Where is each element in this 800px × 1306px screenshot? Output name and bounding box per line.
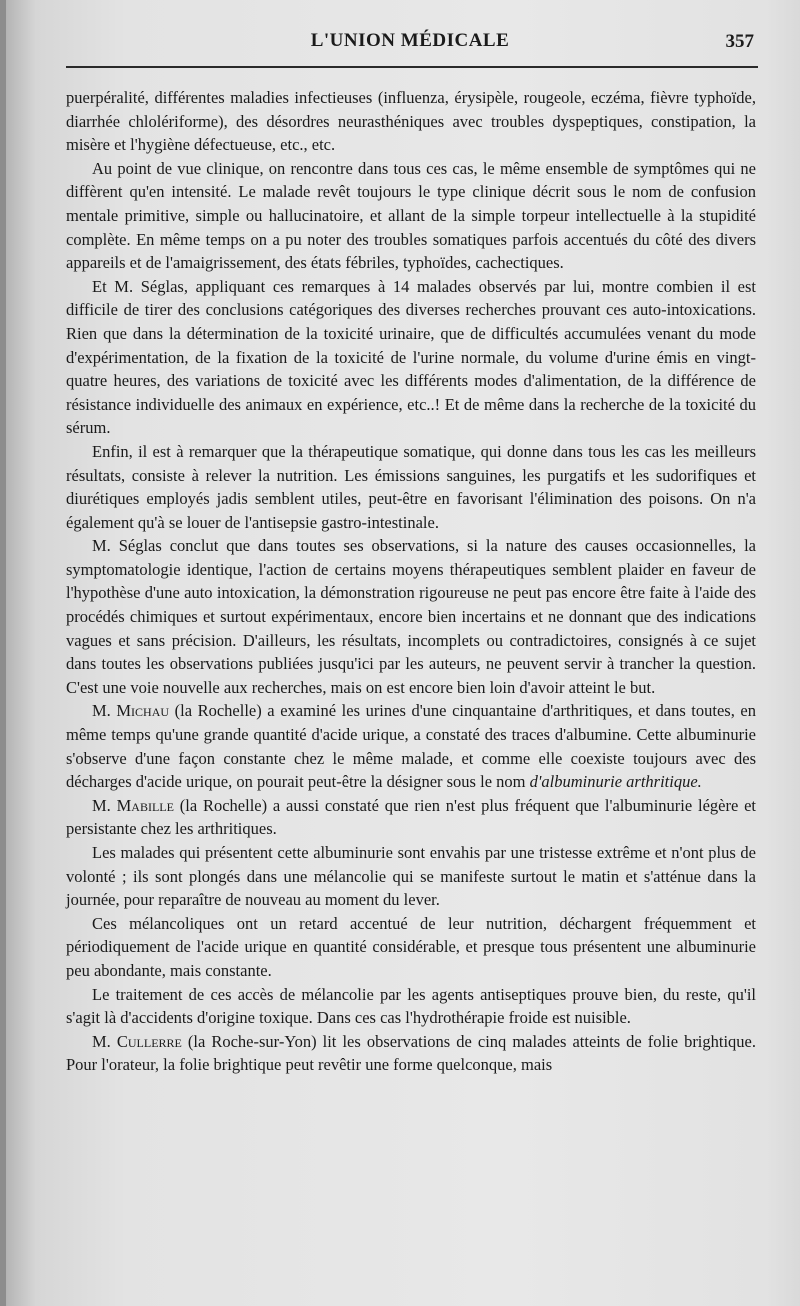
italic-term: d'albuminurie arthritique. <box>529 772 702 792</box>
author-name: Michau <box>116 701 170 721</box>
paragraph: puerpéralité, différentes maladies infectieuses (influenza, érysipèle, rougeole, eczéma, fièvre typhoïde, diarrhée chlolériforme), des désordres neurasthéniques avec troubles dyspeptiques, constipation, la misère et l'hygiène défectueuse, etc., etc. <box>66 88 756 155</box>
paragraph-lead: M. <box>92 1031 117 1051</box>
paragraph-text: (la Rochelle) a examiné les urines d'une cinquantaine d'arthritiques, et dans toutes, en même temps qu'une grande quantité d'acide urique, a constaté des traces d'albumine. Cette albuminurie s'observe d'une façon constante chez le même malade, et comme elle coexiste toujours avec des décharges d'acide urique, on pourait peut-être la désigner sous le nom <box>66 701 756 792</box>
article-body <box>66 86 756 1077</box>
author-name: Mabille <box>116 795 174 815</box>
paragraph: Au point de vue clinique, on rencontre dans tous ces cas, le même ensemble de symptômes qui ne diffèrent qu'en intensité. Le malade revêt toujours le type clinique décrit sous le nom de confusion mentale primitive, simple ou hallucinatoire, et allant de la simple torpeur intellectuelle à la stupidité complète. En même temps on a pu noter des troubles somatiques parfois accentués du côté des divers appareils et de l'amaigrissement, des états fébriles, typhoïdes, cachectiques. <box>66 158 756 273</box>
paragraph <box>66 794 756 841</box>
journal-page <box>6 0 800 1306</box>
paragraph <box>66 1030 756 1077</box>
header-rule <box>66 66 758 68</box>
paragraph <box>66 699 756 793</box>
page-number: 357 <box>725 31 754 52</box>
paragraph-text: (la Rochelle) a aussi constaté que rien n'est plus fréquent que l'albuminurie légère et persistante chez les arthritiques. <box>66 795 756 839</box>
paragraph: M. Séglas conclut que dans toutes ses observations, si la nature des causes occasionnelles, la symptomatologie identique, l'action de certains moyens thérapeutiques semblent plaider en faveur de l'hypothèse d'une auto intoxication, la démonstration rigoureuse ne peut pas encore être faite à l'aide des procédés chimiques et surtout expérimentaux, encore bien incertains et ne donnant que des indications vagues et sans précision. D'ailleurs, les résultats, incomplets ou contradictoires, consignés à ce sujet dans toutes les observations publiées jusqu'ici par les auteurs, ne peuvent servir à trancher la question. C'est une voie nouvelle aux recherches, mais on est encore bien loin d'avoir atteint le but. <box>66 536 756 697</box>
paragraph-text: (la Roche-sur-Yon) lit les observations de cinq malades atteints de folie brightique. Pour l'orateur, la folie brightique peut revêtir une forme quelconque, mais <box>66 1031 757 1075</box>
paragraph-lead: M. <box>92 701 117 721</box>
journal-title: L'UNION MÉDICALE <box>310 30 510 51</box>
paragraph: Les malades qui présentent cette albuminurie sont envahis par une tristesse extrême et n'ont plus de volonté ; ils sont plongés dans une mélancolie qui se manifeste surtout le matin et s'atténue dans la journée, pour reparaître de nouveau au moment du lever. <box>66 843 756 910</box>
paragraph: Ces mélancoliques ont un retard accentué de leur nutrition, déchargent fréquemment et périodiquement de l'acide urique en quantité considérable, et presque tous présentent une albuminurie peu abondante, mais constante. <box>66 913 756 980</box>
paragraph-lead: M. <box>92 795 117 815</box>
paragraph: Le traitement de ces accès de mélancolie par les agents antiseptiques prouve bien, du reste, qu'il s'agit là d'accidents d'origine toxique. Dans ces cas l'hydrothérapie froide est nuisible. <box>66 984 756 1028</box>
paragraph: Et M. Séglas, appliquant ces remarques à 14 malades observés par lui, montre combien il est difficile de tirer des conclusions catégoriques des diverses recherches prouvant ces auto-intoxications. Rien que dans la détermination de la toxicité urinaire, que de difficultés accumulées venant du mode d'expérimentation, de la fixation de la toxicité de l'urine normale, du volume d'urine émis en vingt-quatre heures, des variations de toxicité avec les différents modes d'alimentation, de la différence de résistance individuelle des animaux en expérience, etc..! Et de même dans la recherche de la toxicité du sérum. <box>66 276 756 438</box>
author-name: Cullerre <box>116 1031 182 1051</box>
running-header <box>66 28 754 64</box>
paragraph: Enfin, il est à remarquer que la thérapeutique somatique, qui donne dans tous les cas les meilleurs résultats, consiste à relever la nutrition. Les émissions sanguines, les purgatifs et les sudorifiques et diurétiques employés jadis semblent utiles, peut-être en favorisant l'élimination des poisons. On n'a également qu'à se louer de l'antisepsie gastro-intestinale. <box>66 441 756 532</box>
